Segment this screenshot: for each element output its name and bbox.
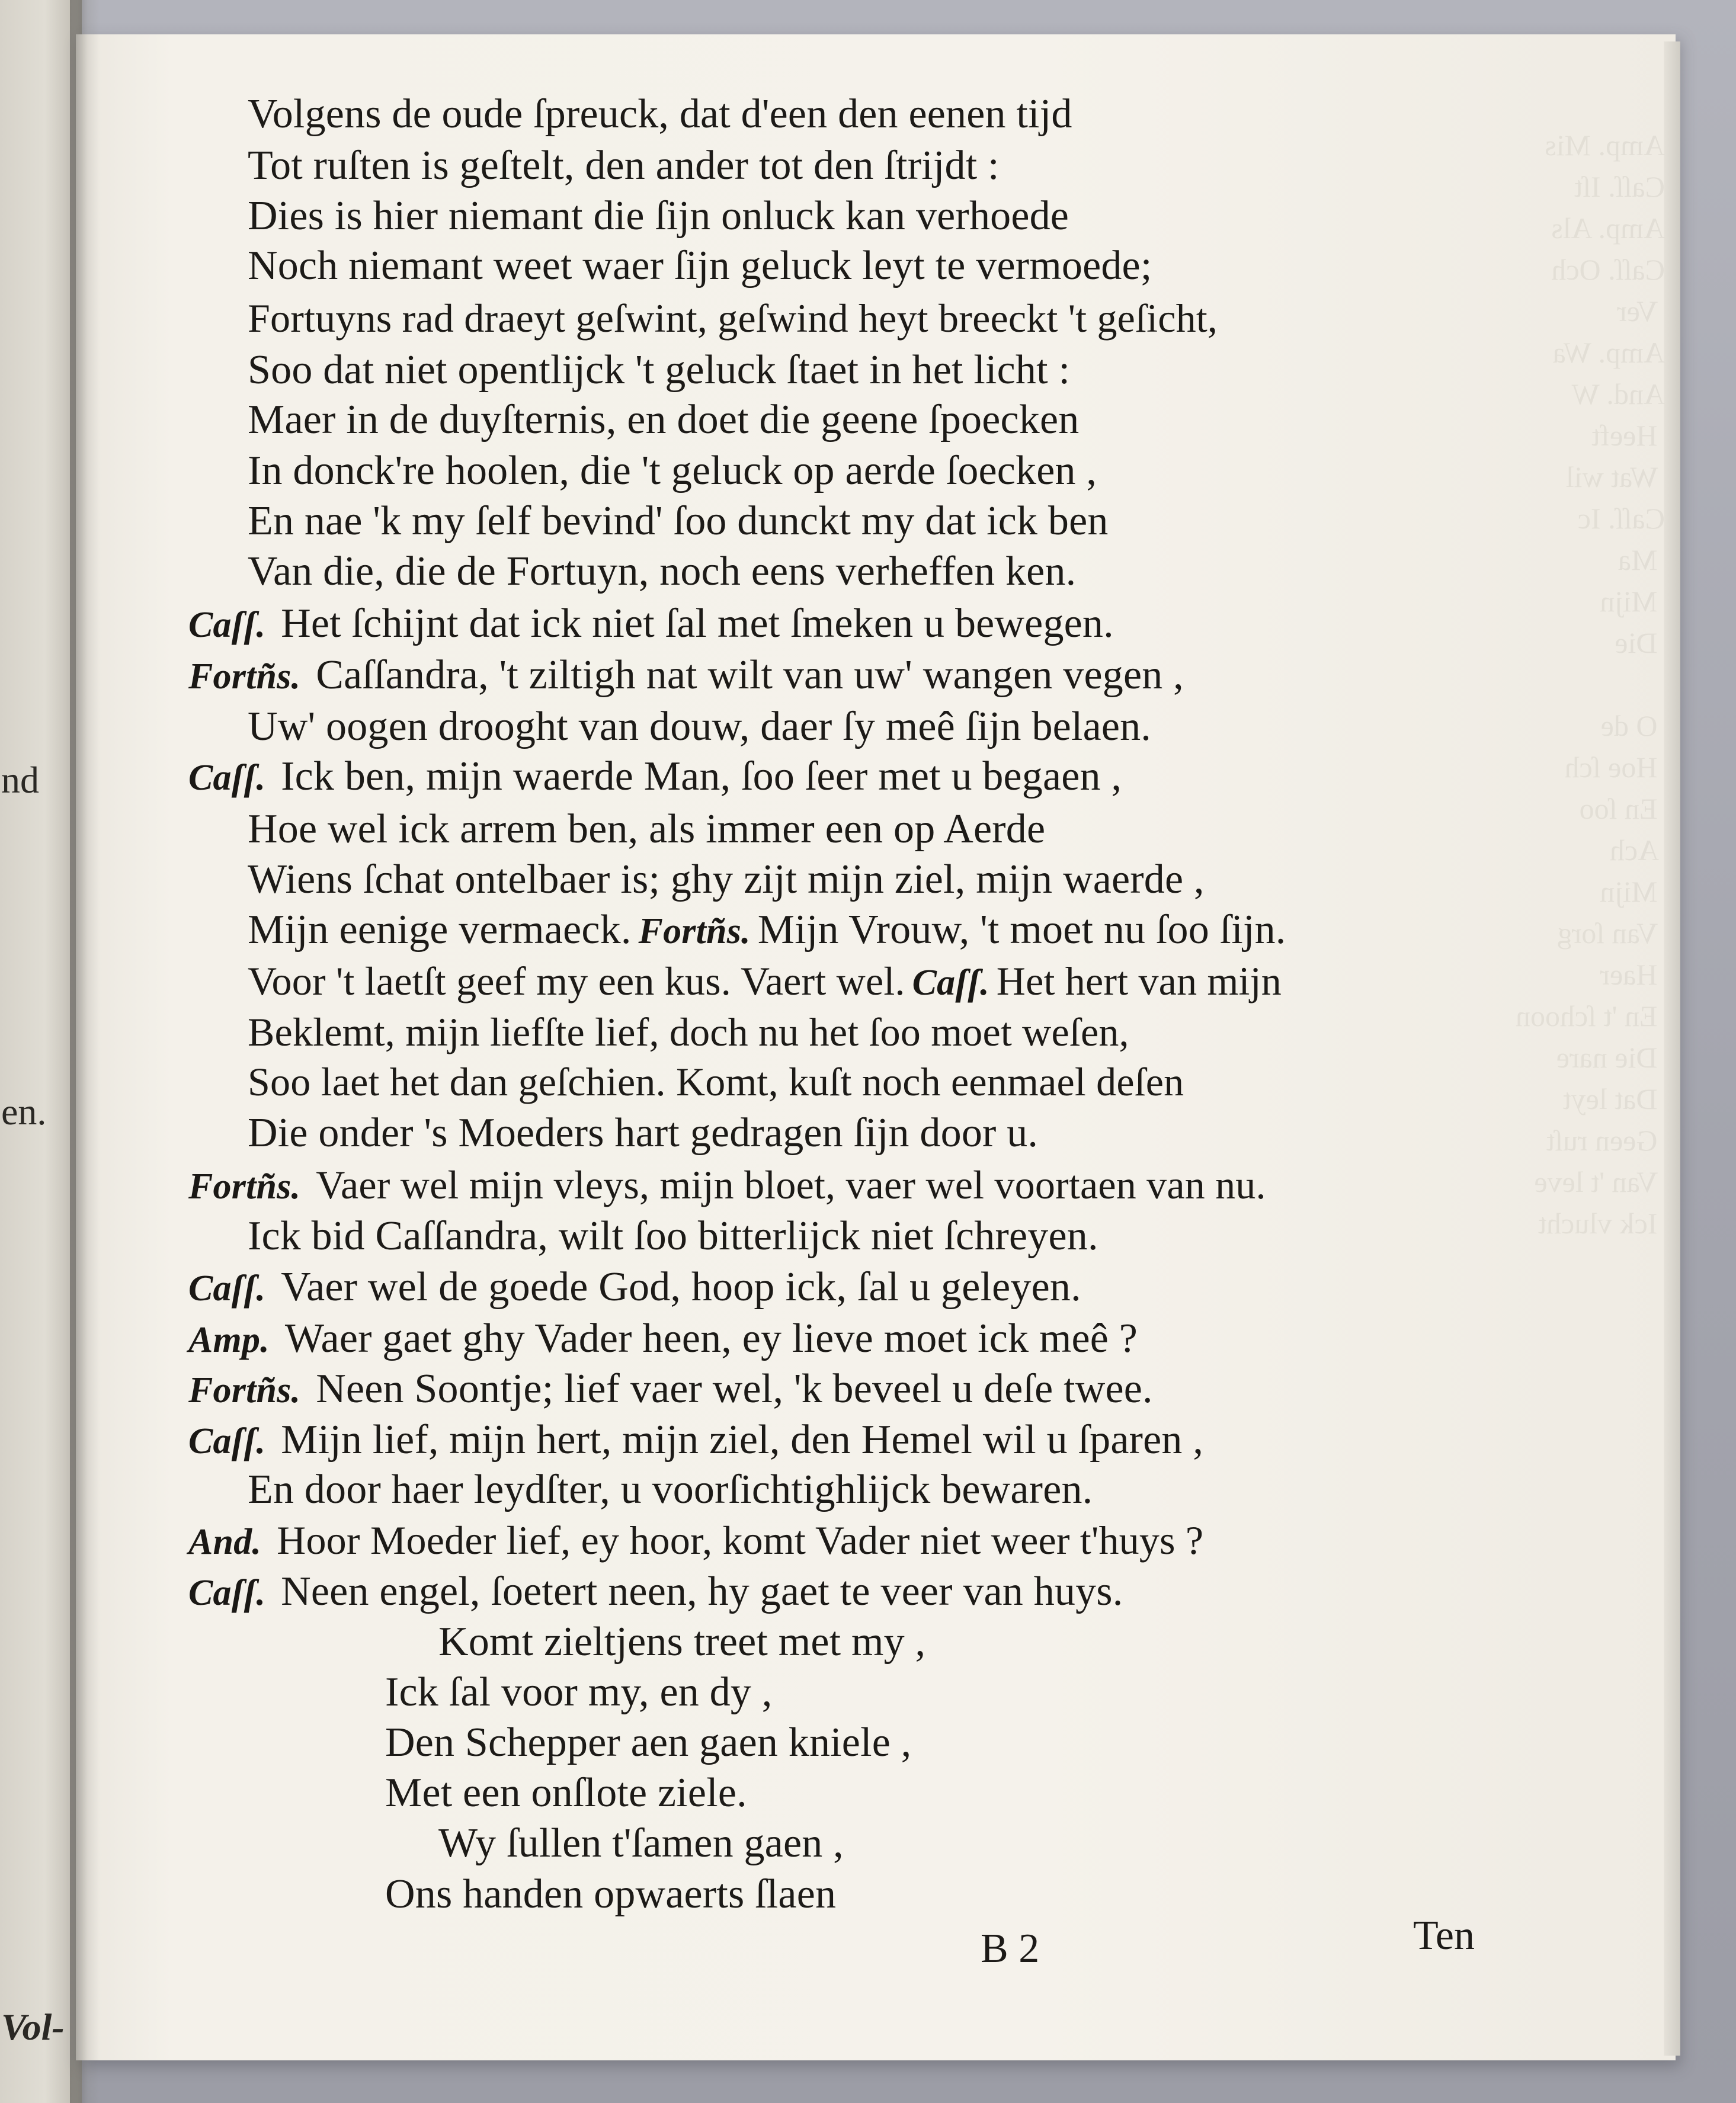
verse-line bbox=[248, 859, 1205, 900]
verse-line bbox=[188, 1419, 1203, 1461]
verse-line bbox=[188, 1162, 1266, 1207]
line-text: Tot ruſten is geſtelt, den ander tot den ſtrijdt : bbox=[248, 143, 1000, 188]
line-text: Het hert van mijn bbox=[996, 958, 1282, 1004]
line-text: Hoor Moeder lief, ey hoor, komt Vader niet weer t'huys ? bbox=[277, 1518, 1204, 1563]
line-text: Vaer wel mijn vleys, mijn bloet, vaer wel voortaen van nu. bbox=[316, 1162, 1266, 1207]
facing-page-fragment: en. bbox=[1, 1091, 47, 1133]
line-text: Met een onſlote ziele. bbox=[385, 1770, 747, 1816]
verse-line bbox=[248, 706, 1151, 748]
line-text: Wy ſullen t'ſamen gaen , bbox=[438, 1820, 844, 1866]
line-text: Van die, die de Fortuyn, noch eens verheffen ken. bbox=[248, 549, 1077, 594]
verse-line bbox=[248, 551, 1076, 592]
speaker-label: Caſſ. bbox=[188, 758, 266, 798]
verse-line bbox=[188, 756, 1122, 797]
verse-line bbox=[248, 1059, 1184, 1104]
line-text: Mijn lief, mijn hert, mijn ziel, den Hemel wil u ſparen , bbox=[281, 1417, 1204, 1463]
line-text: Ick bid Caſſandra, wilt ſoo bitterlijck niet ſchreyen. bbox=[248, 1213, 1098, 1259]
line-text: Maer in de duyſternis, en doet die geene ſpoecken bbox=[248, 397, 1080, 443]
verse-line bbox=[248, 1213, 1098, 1259]
verse-line bbox=[248, 958, 1282, 1004]
line-text: En door haer leydſter, u voorſichtighlijck bewaren. bbox=[248, 1467, 1093, 1512]
verse-line bbox=[248, 145, 1000, 187]
verse-line bbox=[248, 91, 1072, 137]
verse-line bbox=[385, 1871, 837, 1917]
line-text: Mijn Vrouw, 't moet nu ſoo ſijn. bbox=[757, 907, 1286, 953]
line-text: Fortuyns rad draeyt geſwint, geſwind heyt breeckt 't geſicht, bbox=[248, 296, 1218, 341]
line-text: Uw' oogen drooght van douw, daer ſy meê ſijn belaen. bbox=[248, 704, 1152, 749]
verse-line bbox=[248, 347, 1071, 393]
line-text: Het ſchijnt dat ick niet ſal met ſmeken u bewegen. bbox=[281, 601, 1114, 646]
facing-page-fragment: nd bbox=[1, 759, 39, 801]
verse-line bbox=[248, 245, 1152, 287]
line-text: Ick ben, mijn waerde Man, ſoo ſeer met u begaen , bbox=[281, 754, 1122, 799]
line-text: Komt zieltjens treet met my , bbox=[438, 1619, 926, 1665]
line-text: Ick ſal voor my, en dy , bbox=[385, 1669, 773, 1715]
speaker-label: Fortñs. bbox=[188, 1370, 301, 1410]
line-text: Mijn eenige vermaeck. bbox=[248, 907, 632, 953]
speaker-label: Amp. bbox=[188, 1320, 270, 1360]
line-text: Dies is hier niemant die ſijn onluck kan verhoede bbox=[248, 193, 1069, 239]
verse-line bbox=[188, 1318, 1138, 1360]
signature-mark: B 2 bbox=[981, 1926, 1040, 1971]
verse-line bbox=[438, 1621, 925, 1663]
verse-line bbox=[248, 1009, 1129, 1054]
line-text: Neen Soontje; lief vaer wel, 'k beveel u deſe twee. bbox=[316, 1366, 1153, 1412]
line-text: Caſſandra, 't ziltigh nat wilt van uw' wangen vegen , bbox=[316, 652, 1184, 698]
line-text: Volgens de oude ſpreuck, dat d'een den eenen tijd bbox=[248, 91, 1072, 137]
verse-line bbox=[188, 603, 1114, 645]
speaker-label: Caſſ. bbox=[912, 963, 989, 1003]
speaker-label: And. bbox=[188, 1522, 262, 1562]
verse-line bbox=[188, 1368, 1153, 1410]
speaker-label: Fortñs. bbox=[638, 911, 751, 951]
catchword: Ten bbox=[1413, 1913, 1475, 1958]
verse-line bbox=[188, 1571, 1123, 1612]
line-text: Ons handen opwaerts ſlaen bbox=[385, 1871, 837, 1917]
verse-line bbox=[188, 1264, 1081, 1310]
line-text: Beklemt, mijn liefſte lief, doch nu het ſoo moet weſen, bbox=[248, 1009, 1129, 1054]
verse-line bbox=[248, 806, 1046, 852]
verse-line bbox=[188, 1518, 1204, 1563]
speaker-label: Caſſ. bbox=[188, 1421, 266, 1461]
speaker-label: Fortñs. bbox=[188, 1166, 301, 1207]
verse-line bbox=[385, 1772, 747, 1814]
speaker-label: Caſſ. bbox=[188, 1268, 266, 1309]
verse-line bbox=[248, 195, 1069, 237]
verse-line bbox=[248, 1469, 1093, 1511]
verse-line bbox=[248, 1110, 1039, 1156]
verse-line bbox=[385, 1722, 911, 1764]
line-text: Neen engel, ſoetert neen, hy gaet te veer van huys. bbox=[281, 1569, 1123, 1614]
line-text: Noch niemant weet waer ſijn geluck leyt te vermoede; bbox=[248, 243, 1152, 288]
line-text: Soo laet het dan geſchien. Komt, kuſt noch eenmael deſen bbox=[248, 1059, 1184, 1104]
verse-line bbox=[385, 1669, 773, 1715]
line-text: Waer gaet ghy Vader heen, ey lieve moet ick meê ? bbox=[284, 1316, 1138, 1361]
verse-line bbox=[188, 652, 1184, 698]
verse-line bbox=[248, 450, 1097, 492]
verse-line bbox=[438, 1820, 844, 1866]
speaker-label: Caſſ. bbox=[188, 605, 266, 645]
verse-line bbox=[248, 498, 1109, 544]
show-through-text: Amp. Mis Caſſ. Iſt Amp. Als Caſſ. Och Ver Amp. Wa And. W Heeft Wat wil Caſſ. Ic Ma Mijn Die O de Hoe ſch En ſoo Ach Mijn Van ſorg Haer En 't ſchoon Die nare Dat leyt Geen ruſt Van 't leve Ick vlucht bbox=[1515, 129, 1665, 1240]
verse-line bbox=[248, 909, 1286, 951]
verse-line bbox=[248, 399, 1079, 441]
line-text: Die onder 's Moeders hart gedragen ſijn door u. bbox=[248, 1110, 1039, 1156]
line-text: Hoe wel ick arrem ben, als immer een op Aerde bbox=[248, 806, 1046, 852]
line-text: Den Schepper aen gaen kniele , bbox=[385, 1720, 912, 1765]
line-text: Wiens ſchat ontelbaer is; ghy zijt mijn ziel, mijn waerde , bbox=[248, 857, 1205, 902]
line-text: En nae 'k my ſelf bevind' ſoo dunckt my dat ick ben bbox=[248, 498, 1109, 544]
line-text: Soo dat niet opentlijck 't geluck ſtaet in het licht : bbox=[248, 347, 1071, 393]
line-text: Vaer wel de goede God, hoop ick, ſal u geleyen. bbox=[281, 1264, 1081, 1310]
line-text: Voor 't laetſt geef my een kus. Vaert wel. bbox=[248, 958, 905, 1004]
line-text: In donck're hoolen, die 't geluck op aerde ſoecken , bbox=[248, 448, 1097, 493]
verse-line bbox=[248, 296, 1218, 341]
facing-page-fragment: Vol- bbox=[1, 2006, 65, 2048]
speaker-label: Caſſ. bbox=[188, 1573, 266, 1613]
speaker-label: Fortñs. bbox=[188, 656, 301, 697]
